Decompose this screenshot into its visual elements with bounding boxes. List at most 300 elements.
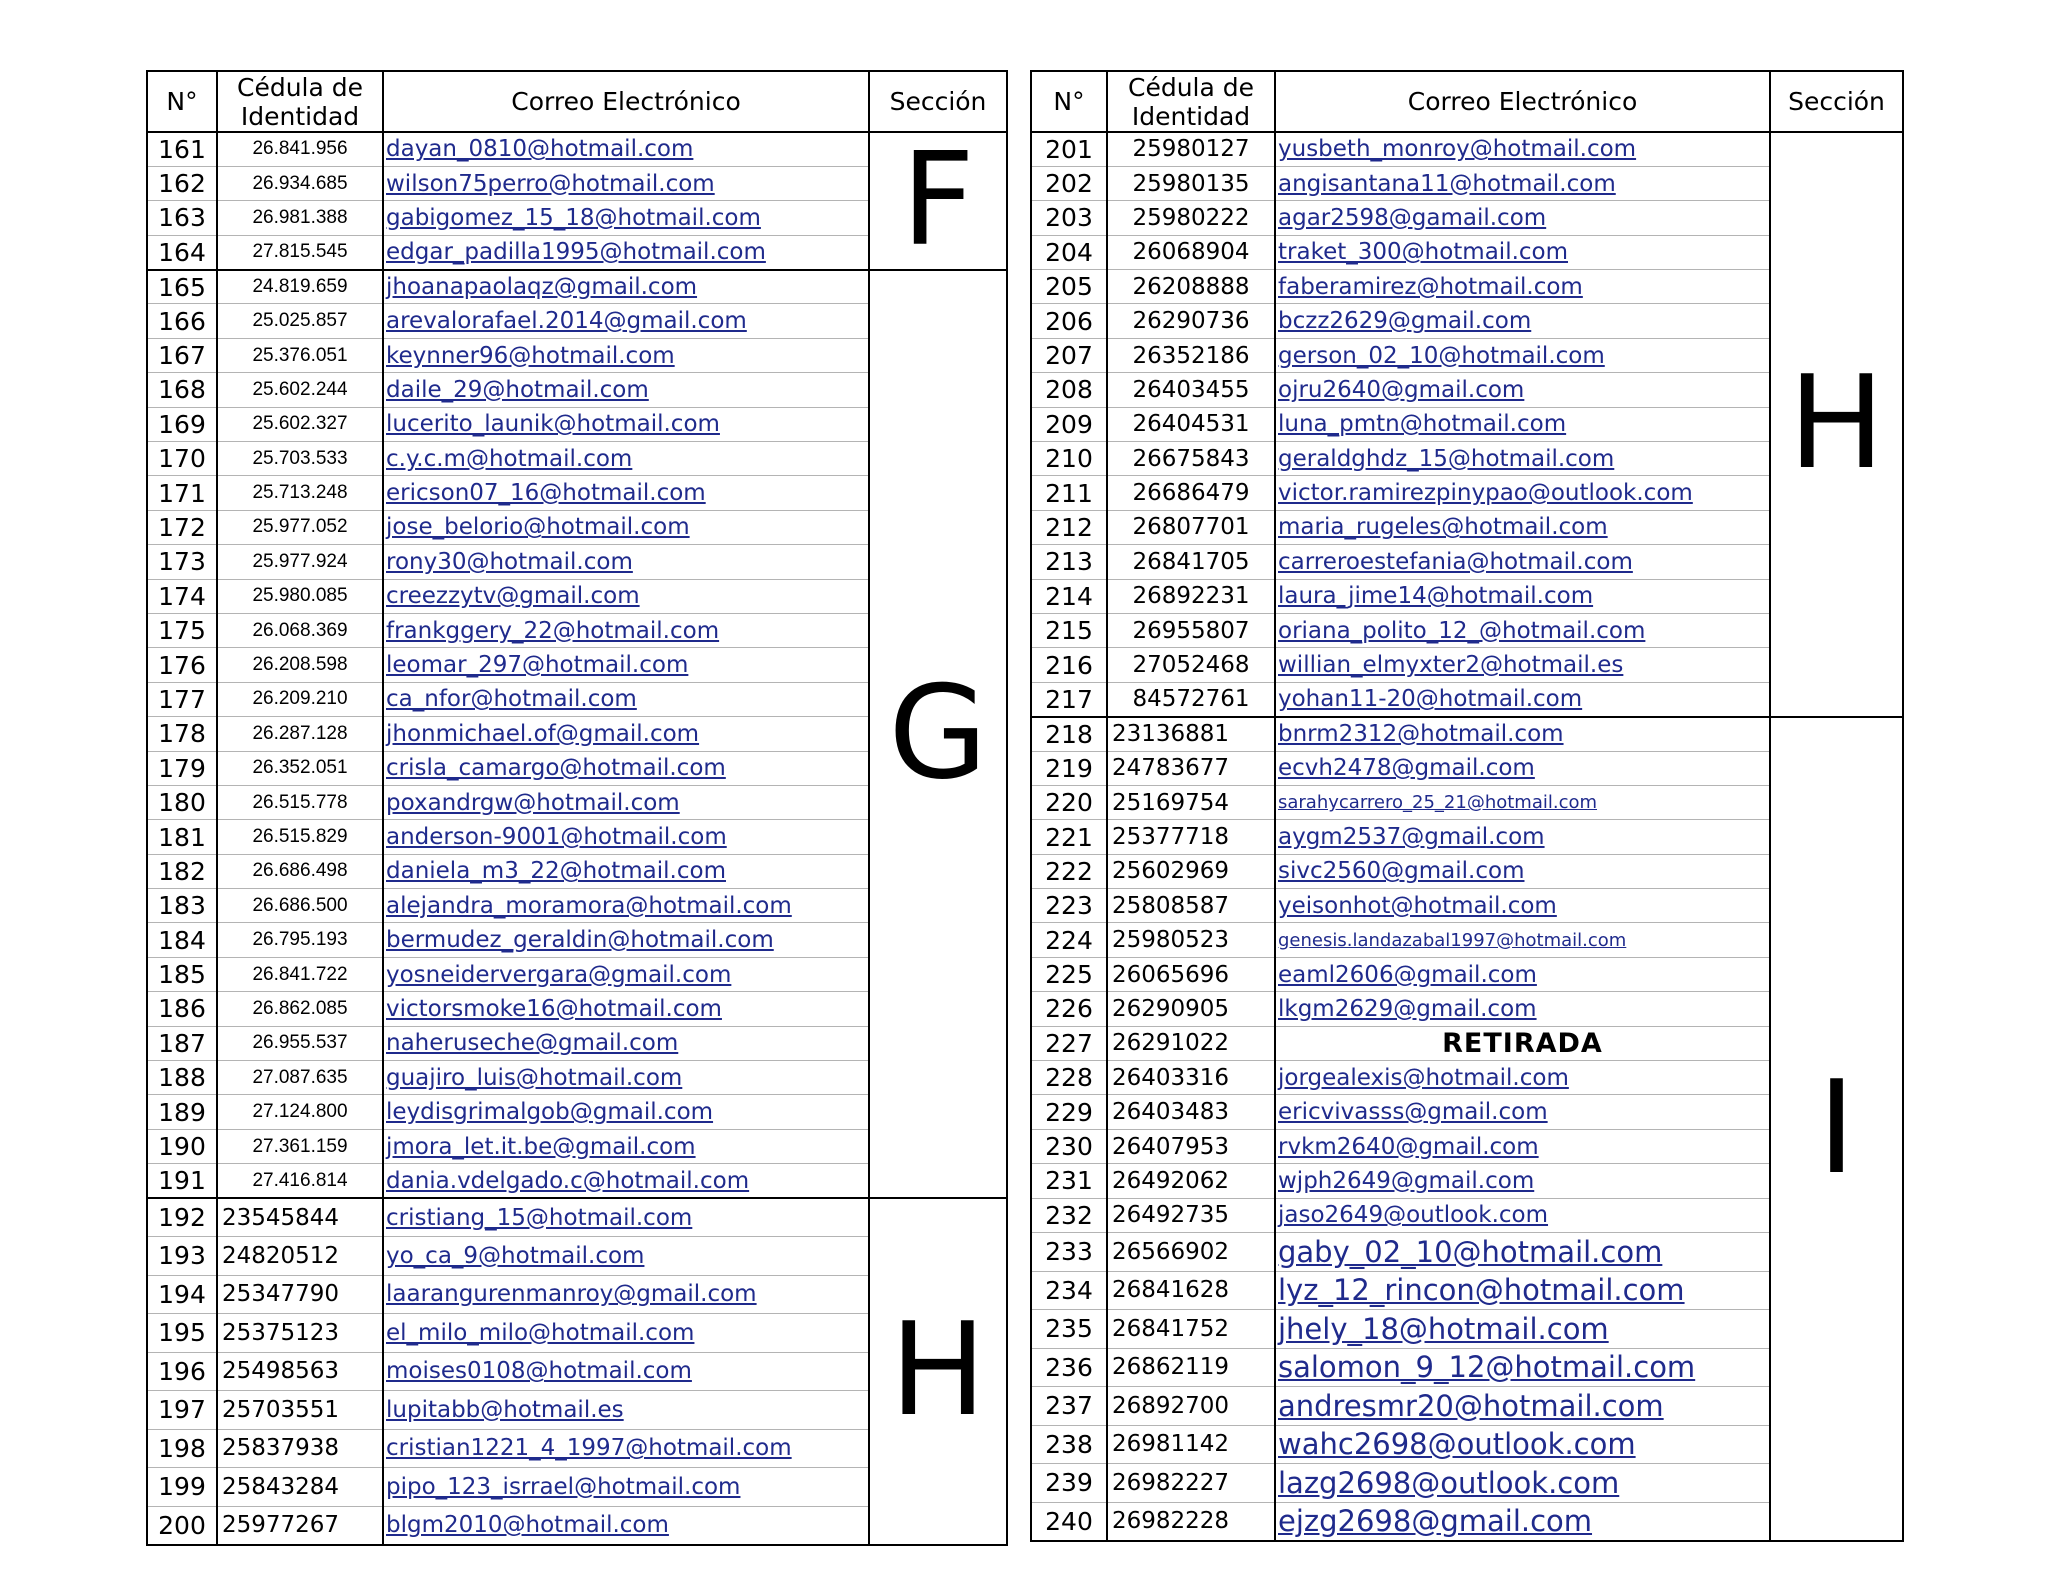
section-letter: H: [1770, 132, 1903, 717]
cedula-cell: 26403483: [1107, 1095, 1275, 1129]
cedula-cell: 26.515.778: [217, 785, 383, 819]
email-link[interactable]: naheruseche@gmail.com: [386, 1030, 679, 1057]
email-link[interactable]: genesis.landazabal1997@hotmail.com: [1278, 929, 1627, 951]
email-cell: [383, 338, 869, 372]
row-number: 238: [1031, 1425, 1107, 1464]
row-number: 179: [147, 751, 217, 785]
email-cell: [1275, 1387, 1770, 1426]
email-cell: [383, 1506, 869, 1545]
email-cell: [1275, 510, 1770, 544]
email-cell: [383, 992, 869, 1026]
cedula-cell: 25169754: [1107, 785, 1275, 819]
left-table-body: [147, 132, 1007, 1545]
section-letter: G: [869, 270, 1007, 1199]
cedula-cell: 26841628: [1107, 1271, 1275, 1310]
email-cell: [1275, 1164, 1770, 1198]
email-cell: [1275, 132, 1770, 166]
cedula-cell: 26492062: [1107, 1164, 1275, 1198]
header-cedula: Cédula de Identidad: [217, 71, 383, 132]
header-section: Sección: [1770, 71, 1903, 132]
email-cell: [1275, 785, 1770, 819]
email-cell: [383, 1026, 869, 1060]
cedula-cell: 26.686.500: [217, 889, 383, 923]
email-link[interactable]: andresmr20@hotmail.com: [1278, 1388, 1664, 1423]
email-link[interactable]: keynner96@hotmail.com: [386, 342, 675, 369]
email-link[interactable]: dania.vdelgado.c@hotmail.com: [386, 1167, 750, 1194]
email-cell: [1275, 1271, 1770, 1310]
row-number: 203: [1031, 201, 1107, 235]
cedula-cell: 26862119: [1107, 1348, 1275, 1387]
email-cell: [1275, 407, 1770, 441]
row-number: 191: [147, 1164, 217, 1198]
row-number: 199: [147, 1468, 217, 1507]
cedula-cell: 26982228: [1107, 1502, 1275, 1541]
email-link[interactable]: jhely_18@hotmail.com: [1278, 1311, 1609, 1346]
row-number: 211: [1031, 476, 1107, 510]
email-link[interactable]: yeisonhot@hotmail.com: [1278, 892, 1557, 919]
email-link[interactable]: wahc2698@outlook.com: [1278, 1427, 1636, 1462]
cedula-cell: 25.713.248: [217, 476, 383, 510]
row-number: 212: [1031, 510, 1107, 544]
row-number: 178: [147, 717, 217, 751]
row-number: 185: [147, 957, 217, 991]
cedula-cell: 26.955.537: [217, 1026, 383, 1060]
row-number: 229: [1031, 1095, 1107, 1129]
row-number: 194: [147, 1275, 217, 1314]
cedula-cell: 25.602.244: [217, 373, 383, 407]
row-number: 173: [147, 545, 217, 579]
row-number: 237: [1031, 1387, 1107, 1426]
cedula-cell: 27.361.159: [217, 1129, 383, 1163]
email-cell: [383, 442, 869, 476]
row-number: 232: [1031, 1198, 1107, 1232]
email-link[interactable]: aygm2537@gmail.com: [1278, 824, 1545, 850]
email-link[interactable]: guajiro_luis@hotmail.com: [386, 1064, 683, 1091]
cedula-cell: 24820512: [217, 1237, 383, 1276]
cedula-cell: 25.977.924: [217, 545, 383, 579]
section-letter: H: [869, 1198, 1007, 1545]
cedula-cell: 25.602.327: [217, 407, 383, 441]
cedula-cell: 26841705: [1107, 545, 1275, 579]
email-link[interactable]: arevalorafael.2014@gmail.com: [386, 308, 747, 335]
cedula-cell: 26.068.369: [217, 613, 383, 647]
email-cell: [383, 1198, 869, 1237]
email-link[interactable]: sivc2560@gmail.com: [1278, 858, 1525, 885]
email-cell: [1275, 751, 1770, 785]
email-link[interactable]: crisla_camargo@hotmail.com: [386, 755, 726, 782]
table-row: [1031, 717, 1903, 751]
row-number: 169: [147, 407, 217, 441]
cedula-cell: 25498563: [217, 1352, 383, 1391]
row-number: 239: [1031, 1464, 1107, 1503]
email-link[interactable]: luna_pmtn@hotmail.com: [1278, 411, 1567, 438]
cedula-cell: 25602969: [1107, 854, 1275, 888]
email-cell: [383, 820, 869, 854]
email-cell: [383, 785, 869, 819]
row-number: 162: [147, 166, 217, 200]
email-link[interactable]: ericson07_16@hotmail.com: [386, 480, 706, 507]
email-cell: [383, 923, 869, 957]
email-link[interactable]: frankggery_22@hotmail.com: [386, 617, 720, 644]
cedula-cell: 26.862.085: [217, 992, 383, 1026]
cedula-cell: 26290736: [1107, 304, 1275, 338]
cedula-cell: 26407953: [1107, 1129, 1275, 1163]
cedula-cell: 25837938: [217, 1429, 383, 1468]
email-cell: [1275, 338, 1770, 372]
row-number: 196: [147, 1352, 217, 1391]
cedula-cell: 26.208.598: [217, 648, 383, 682]
email-cell: [383, 1164, 869, 1198]
cedula-cell: 26068904: [1107, 235, 1275, 269]
email-link[interactable]: angisantana11@hotmail.com: [1278, 170, 1616, 197]
email-cell: [383, 304, 869, 338]
email-link[interactable]: willian_elmyxter2@hotmail.es: [1278, 652, 1624, 679]
email-cell: [1275, 957, 1770, 991]
row-number: 220: [1031, 785, 1107, 819]
email-link[interactable]: jhonmichael.of@gmail.com: [386, 720, 700, 747]
header-num: N°: [1031, 71, 1107, 132]
email-link[interactable]: oriana_polito_12_@hotmail.com: [1278, 617, 1646, 644]
row-number: 214: [1031, 579, 1107, 613]
header-row: [147, 71, 1007, 132]
email-cell: [383, 510, 869, 544]
cedula-cell: 26404531: [1107, 407, 1275, 441]
cedula-cell: 26065696: [1107, 957, 1275, 991]
cedula-cell: 25377718: [1107, 820, 1275, 854]
cedula-cell: 25.376.051: [217, 338, 383, 372]
row-number: 188: [147, 1061, 217, 1095]
row-number: 208: [1031, 373, 1107, 407]
section-letter: F: [869, 132, 1007, 270]
cedula-cell: 26.841.956: [217, 132, 383, 166]
email-cell: [383, 1129, 869, 1163]
email-cell: [1275, 1464, 1770, 1503]
email-cell: [1275, 201, 1770, 235]
cedula-cell: 26.795.193: [217, 923, 383, 957]
header-email: Correo Electrónico: [383, 71, 869, 132]
cedula-cell: 27.087.635: [217, 1061, 383, 1095]
cedula-cell: 25347790: [217, 1275, 383, 1314]
email-link[interactable]: alejandra_moramora@hotmail.com: [386, 892, 792, 919]
email-link[interactable]: rony30@hotmail.com: [386, 548, 633, 575]
cedula-cell: 25980222: [1107, 201, 1275, 235]
cedula-cell: 25980135: [1107, 166, 1275, 200]
row-number: 216: [1031, 648, 1107, 682]
email-cell: [383, 682, 869, 716]
email-link[interactable]: jorgealexis@hotmail.com: [1278, 1064, 1569, 1091]
email-link[interactable]: gerson_02_10@hotmail.com: [1278, 342, 1605, 369]
header-section: Sección: [869, 71, 1007, 132]
email-cell: [1275, 166, 1770, 200]
email-link[interactable]: edgar_padilla1995@hotmail.com: [386, 239, 766, 266]
row-number: 219: [1031, 751, 1107, 785]
email-link[interactable]: rvkm2640@gmail.com: [1278, 1133, 1539, 1160]
cedula-cell: 25.980.085: [217, 579, 383, 613]
row-number: 210: [1031, 442, 1107, 476]
cedula-cell: 26.841.722: [217, 957, 383, 991]
row-number: 167: [147, 338, 217, 372]
cedula-cell: 26566902: [1107, 1233, 1275, 1272]
cedula-cell: 26.515.829: [217, 820, 383, 854]
email-link[interactable]: poxandrgw@hotmail.com: [386, 789, 680, 816]
email-link[interactable]: blgm2010@hotmail.com: [386, 1512, 669, 1539]
email-link[interactable]: moises0108@hotmail.com: [386, 1358, 692, 1385]
cedula-cell: 26352186: [1107, 338, 1275, 372]
row-number: 174: [147, 579, 217, 613]
cedula-cell: 27052468: [1107, 648, 1275, 682]
email-link[interactable]: el_milo_milo@hotmail.com: [386, 1319, 695, 1346]
email-link[interactable]: traket_300@hotmail.com: [1278, 239, 1569, 266]
email-link[interactable]: dayan_0810@hotmail.com: [386, 136, 694, 163]
cedula-cell: 25375123: [217, 1314, 383, 1353]
row-number: 195: [147, 1314, 217, 1353]
cedula-cell: 26.934.685: [217, 166, 383, 200]
email-link[interactable]: agar2598@gamail.com: [1278, 204, 1547, 231]
email-cell: [383, 373, 869, 407]
email-cell: [383, 235, 869, 269]
row-number: 176: [147, 648, 217, 682]
email-link[interactable]: yosneidervergara@gmail.com: [386, 961, 732, 988]
email-cell: [383, 854, 869, 888]
row-number: 164: [147, 235, 217, 269]
cedula-cell: 25.025.857: [217, 304, 383, 338]
cedula-cell: 26892700: [1107, 1387, 1275, 1426]
email-link[interactable]: victor.ramirezpinypao@outlook.com: [1278, 480, 1693, 507]
cedula-cell: 26982227: [1107, 1464, 1275, 1503]
row-number: 230: [1031, 1129, 1107, 1163]
cedula-cell: 27.124.800: [217, 1095, 383, 1129]
email-link[interactable]: salomon_9_12@hotmail.com: [1278, 1350, 1696, 1385]
email-cell: [383, 613, 869, 647]
row-number: 202: [1031, 166, 1107, 200]
email-cell: [1275, 889, 1770, 923]
email-cell: [1275, 1502, 1770, 1541]
cedula-cell: 26.981.388: [217, 201, 383, 235]
row-number: 187: [147, 1026, 217, 1060]
header-cedula: Cédula de Identidad: [1107, 71, 1275, 132]
email-link[interactable]: jmora_let.it.be@gmail.com: [386, 1133, 696, 1160]
cedula-cell: 25808587: [1107, 889, 1275, 923]
email-link[interactable]: yusbeth_monroy@hotmail.com: [1278, 136, 1637, 163]
cedula-cell: 23136881: [1107, 717, 1275, 751]
email-cell: [1275, 648, 1770, 682]
email-cell: [1275, 1310, 1770, 1349]
email-cell: [1275, 270, 1770, 304]
cedula-cell: 26208888: [1107, 270, 1275, 304]
row-number: 207: [1031, 338, 1107, 372]
row-number: 227: [1031, 1026, 1107, 1060]
cedula-cell: 26291022: [1107, 1026, 1275, 1060]
email-link[interactable]: creezzytv@gmail.com: [386, 583, 640, 610]
cedula-cell: 25977267: [217, 1506, 383, 1545]
row-number: 218: [1031, 717, 1107, 751]
email-cell: [383, 1095, 869, 1129]
email-link[interactable]: cristian1221_4_1997@hotmail.com: [386, 1435, 792, 1462]
email-cell: [1275, 1129, 1770, 1163]
email-cell: [383, 1237, 869, 1276]
withdrawn-label: RETIRADA: [1275, 1026, 1770, 1060]
row-number: 221: [1031, 820, 1107, 854]
email-link[interactable]: victorsmoke16@hotmail.com: [386, 995, 722, 1022]
email-link[interactable]: cristiang_15@hotmail.com: [386, 1204, 693, 1231]
cedula-cell: 25.703.533: [217, 442, 383, 476]
row-number: 184: [147, 923, 217, 957]
email-link[interactable]: daile_29@hotmail.com: [386, 376, 649, 403]
row-number: 175: [147, 613, 217, 647]
row-number: 236: [1031, 1348, 1107, 1387]
email-cell: [1275, 545, 1770, 579]
email-cell: [1275, 442, 1770, 476]
email-link[interactable]: lucerito_launik@hotmail.com: [386, 411, 720, 438]
email-cell: [383, 1352, 869, 1391]
row-number: 189: [147, 1095, 217, 1129]
cedula-cell: 24783677: [1107, 751, 1275, 785]
email-cell: [1275, 717, 1770, 751]
email-link[interactable]: ojru2640@gmail.com: [1278, 376, 1525, 403]
row-number: 163: [147, 201, 217, 235]
email-link[interactable]: carreroestefania@hotmail.com: [1278, 548, 1633, 575]
email-link[interactable]: sarahycarrero_25_21@hotmail.com: [1278, 792, 1598, 814]
email-link[interactable]: wilson75perro@hotmail.com: [386, 170, 715, 197]
email-cell: [383, 648, 869, 682]
email-link[interactable]: ejzg2698@gmail.com: [1278, 1504, 1593, 1538]
email-link[interactable]: faberamirez@hotmail.com: [1278, 273, 1583, 300]
row-number: 198: [147, 1429, 217, 1468]
email-link[interactable]: lupitabb@hotmail.es: [386, 1396, 624, 1423]
email-link[interactable]: anderson-9001@hotmail.com: [386, 824, 727, 850]
email-cell: [1275, 235, 1770, 269]
email-cell: [383, 1468, 869, 1507]
row-number: 180: [147, 785, 217, 819]
email-link[interactable]: gaby_02_10@hotmail.com: [1278, 1234, 1663, 1269]
email-link[interactable]: lazg2698@outlook.com: [1278, 1465, 1620, 1500]
row-number: 190: [147, 1129, 217, 1163]
row-number: 193: [147, 1237, 217, 1276]
row-number: 161: [147, 132, 217, 166]
row-number: 225: [1031, 957, 1107, 991]
cedula-cell: 26290905: [1107, 992, 1275, 1026]
email-link[interactable]: gabigomez_15_18@hotmail.com: [386, 204, 761, 231]
email-link[interactable]: jaso2649@outlook.com: [1278, 1202, 1549, 1229]
row-number: 204: [1031, 235, 1107, 269]
cedula-cell: 26.209.210: [217, 682, 383, 716]
row-number: 192: [147, 1198, 217, 1237]
row-number: 168: [147, 373, 217, 407]
row-number: 233: [1031, 1233, 1107, 1272]
cedula-cell: 26981142: [1107, 1425, 1275, 1464]
row-number: 165: [147, 270, 217, 304]
header-email: Correo Electrónico: [1275, 71, 1770, 132]
students-table-left: [146, 70, 1008, 1546]
students-table-right: [1030, 70, 1904, 1542]
row-number: 231: [1031, 1164, 1107, 1198]
email-link[interactable]: daniela_m3_22@hotmail.com: [386, 858, 726, 885]
email-link[interactable]: laura_jime14@hotmail.com: [1278, 583, 1594, 610]
section-letter: I: [1770, 717, 1903, 1541]
table-row: [147, 270, 1007, 304]
cedula-cell: 25843284: [217, 1468, 383, 1507]
email-cell: [383, 1314, 869, 1353]
row-number: 224: [1031, 923, 1107, 957]
email-link[interactable]: jose_belorio@hotmail.com: [386, 514, 690, 541]
cedula-cell: 25980127: [1107, 132, 1275, 166]
cedula-cell: 26.287.128: [217, 717, 383, 751]
email-link[interactable]: eaml2606@gmail.com: [1278, 961, 1537, 988]
email-cell: [1275, 1198, 1770, 1232]
email-link[interactable]: yohan11-20@hotmail.com: [1278, 686, 1583, 713]
cedula-cell: 24.819.659: [217, 270, 383, 304]
email-link[interactable]: ecvh2478@gmail.com: [1278, 755, 1535, 782]
cedula-cell: 27.416.814: [217, 1164, 383, 1198]
cedula-cell: 26841752: [1107, 1310, 1275, 1349]
email-link[interactable]: yo_ca_9@hotmail.com: [386, 1242, 645, 1269]
email-cell: [1275, 373, 1770, 407]
email-link[interactable]: maria_rugeles@hotmail.com: [1278, 514, 1608, 541]
cedula-cell: 25980523: [1107, 923, 1275, 957]
email-link[interactable]: bczz2629@gmail.com: [1278, 308, 1532, 335]
email-cell: [1275, 304, 1770, 338]
cedula-cell: 26686479: [1107, 476, 1275, 510]
row-number: 234: [1031, 1271, 1107, 1310]
row-number: 166: [147, 304, 217, 338]
row-number: 172: [147, 510, 217, 544]
email-link[interactable]: lkgm2629@gmail.com: [1278, 995, 1537, 1022]
email-link[interactable]: leomar_297@hotmail.com: [386, 652, 689, 679]
email-link[interactable]: lyz_12_rincon@hotmail.com: [1278, 1273, 1685, 1308]
email-link[interactable]: pipo_123_isrrael@hotmail.com: [386, 1473, 741, 1500]
row-number: 226: [1031, 992, 1107, 1026]
email-link[interactable]: bermudez_geraldin@hotmail.com: [386, 927, 774, 954]
email-cell: [383, 201, 869, 235]
cedula-cell: 23545844: [217, 1198, 383, 1237]
email-cell: [1275, 1425, 1770, 1464]
row-number: 222: [1031, 854, 1107, 888]
cedula-cell: 25703551: [217, 1391, 383, 1430]
table-row: [147, 1198, 1007, 1237]
row-number: 182: [147, 854, 217, 888]
email-cell: [383, 751, 869, 785]
header-row: [1031, 71, 1903, 132]
email-cell: [1275, 820, 1770, 854]
email-cell: [1275, 682, 1770, 716]
email-cell: [383, 579, 869, 613]
cedula-cell: 26955807: [1107, 613, 1275, 647]
email-cell: [383, 889, 869, 923]
email-cell: [383, 270, 869, 304]
row-number: 181: [147, 820, 217, 854]
cedula-cell: 26.352.051: [217, 751, 383, 785]
row-number: 170: [147, 442, 217, 476]
email-link[interactable]: laarangurenmanroy@gmail.com: [386, 1281, 757, 1308]
cedula-cell: 26807701: [1107, 510, 1275, 544]
cedula-cell: 27.815.545: [217, 235, 383, 269]
email-link[interactable]: c.y.c.m@hotmail.com: [386, 445, 633, 472]
email-link[interactable]: leydisgrimalgob@gmail.com: [386, 1099, 714, 1126]
row-number: 177: [147, 682, 217, 716]
email-link[interactable]: ca_nfor@hotmail.com: [386, 686, 637, 713]
row-number: 209: [1031, 407, 1107, 441]
email-link[interactable]: geraldghdz_15@hotmail.com: [1278, 445, 1615, 472]
email-link[interactable]: wjph2649@gmail.com: [1278, 1167, 1535, 1194]
email-link[interactable]: jhoanapaolaqz@gmail.com: [386, 274, 698, 300]
email-cell: [1275, 1095, 1770, 1129]
email-cell: [383, 1061, 869, 1095]
email-cell: [1275, 613, 1770, 647]
email-link[interactable]: bnrm2312@hotmail.com: [1278, 721, 1564, 748]
email-cell: [383, 132, 869, 166]
cedula-cell: 26403455: [1107, 373, 1275, 407]
email-link[interactable]: ericvivasss@gmail.com: [1278, 1099, 1548, 1126]
